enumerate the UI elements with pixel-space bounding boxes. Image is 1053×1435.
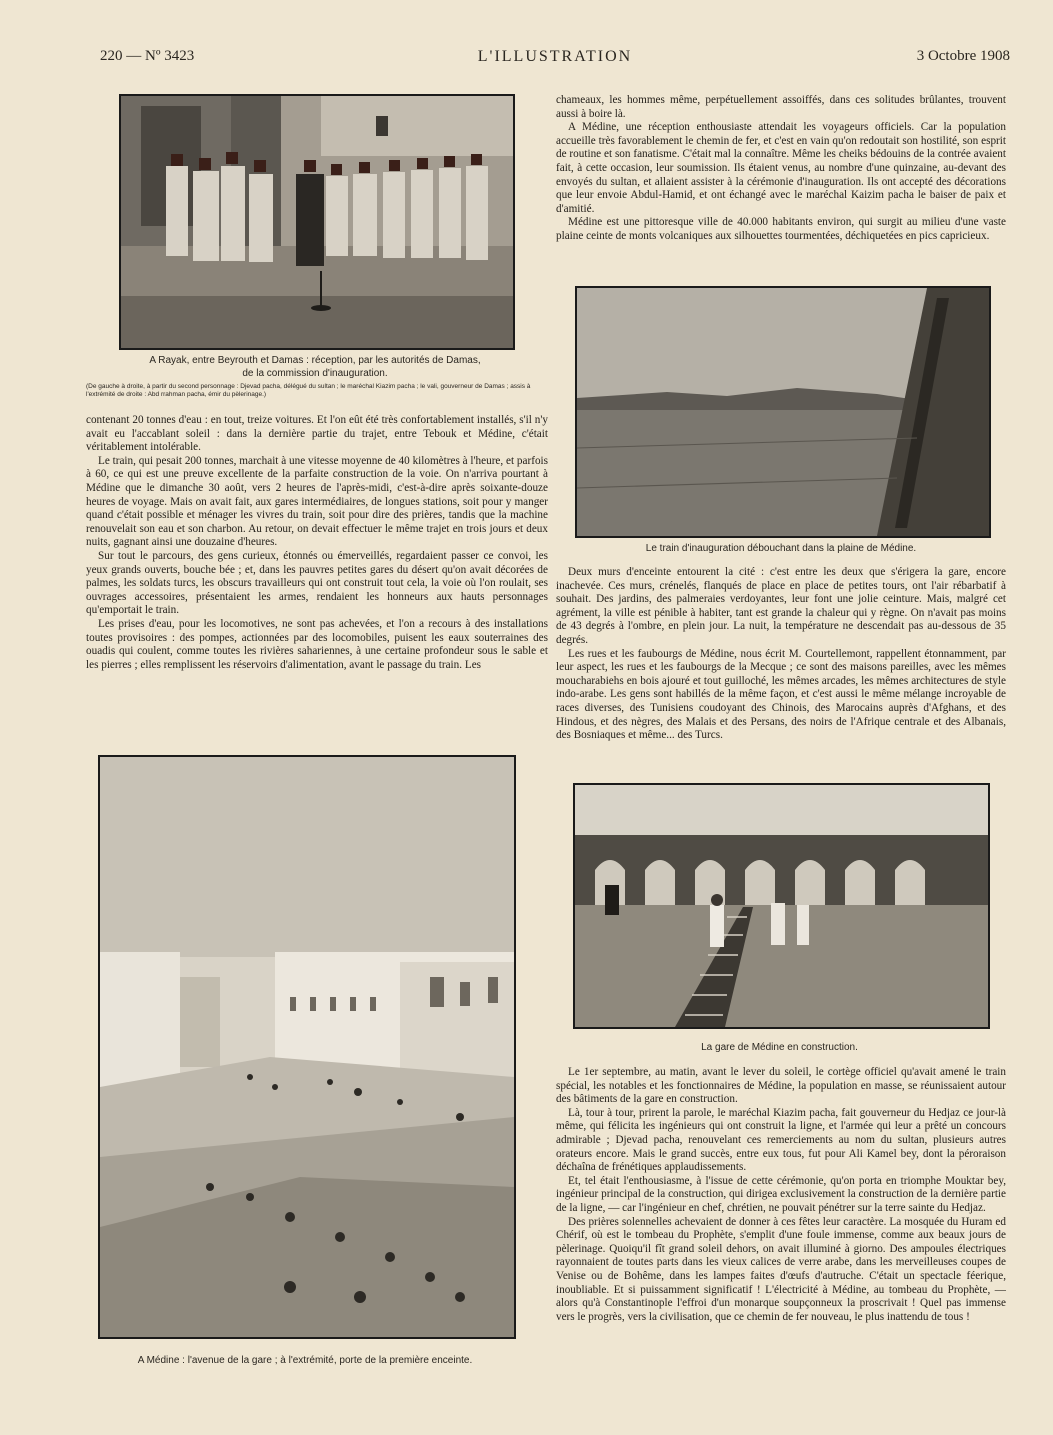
caption-gare: La gare de Médine en construction. — [701, 1042, 858, 1053]
paragraph: contenant 20 tonnes d'eau : en tout, treize voitures. Et l'on eût été très confortablement installés, s'il n'y avait eu l'accablant soleil : dans la dernière partie du trajet, entre Tebouk et Médine, c'était véritablement intolérable. — [86, 414, 548, 454]
photo-train-plaine — [575, 286, 991, 538]
publication-title: L'ILLUSTRATION — [477, 48, 633, 65]
photo-medine-avenue — [98, 755, 516, 1339]
paragraph: Des prières solennelles achevaient de donner à ces fêtes leur caractère. La mosquée du Huram ed Chérif, où est le tombeau du Prophète, s'emplit d'une foule immense, comme aux beaux jours de pèlerinage. Quoiqu'il fît grand soleil dehors, on avait illuminé à giorno. Des ampoules électriques rayonnaient de toutes parts dans les vieux calices de verre arabe, dans les merveilleuses coupes de Venise ou de Bohême, dans les lampes faites d'œufs d'autruche. C'était un spectacle féerique, inoubliable. Et si puissamment significatif ! L'électricité à Médine, au tombeau du Prophète, — alors qu'à Constantinople l'effroi d'un monarque soupçonneux la proscrivait ! Quel pas immense vers le progrès, vers la civilisation, que ce chemin de fer nouveau, le plus inattendu de tous ! — [556, 1215, 1006, 1323]
article-column-right-bottom — [556, 1066, 1006, 1324]
paragraph: A Médine, une réception enthousiaste attendait les voyageurs officiels. Car la population accueille très favorablement le chemin de fer, et c'est en vain qu'on redoutait son hostilité, son esprit de routine et son fanatisme. C'était mal la connaître. Même les cheiks bédouins de la contrée avaient fait, à cette occasion, leur soumission. Ils étaient venus, au nombre d'une quinzaine, au-devant des envoyés du sultan, et allaient assister à la cérémonie d'inauguration. Ils ont accepté des décorations que leur envoie Abdul-Hamid, et ont échangé avec le maréchal Kaizim pacha le baiser de paix et d'amitié. — [556, 121, 1006, 215]
caption-rayak: A Rayak, entre Beyrouth et Damas : réception, par les autorités de Damas, de la commission d'inauguration. — [149, 355, 481, 379]
caption-avenue: A Médine : l'avenue de la gare ; à l'extrémité, porte de la première enceinte. — [137, 1355, 473, 1366]
page-header — [100, 48, 1010, 70]
paragraph: Deux murs d'enceinte entourent la cité : c'est entre les deux que s'érigera la gare, encore inachevée. Ces murs, crénelés, flanqués de place en place de petites tours, ont l'air rébarbatif à souhait. Des jardins, des palmeraies verdoyantes, leur font une jolie ceinture. Mais, malgré cet agrément, la ville est pénible à habiter, tant est grande la chaleur qui y règne. On n'avait pas moins de 43 degrés à l'ombre, en plein jour. La nuit, la température ne descendait pas au-dessous de 35 degrés. — [556, 566, 1006, 646]
paragraph: Sur tout le parcours, des gens curieux, étonnés ou émerveillés, regardaient passer ce convoi, les yeux grands ouverts, bouche bée ; et, dans les pauvres petites gares du désert qu'on avait décorées de palmes, les soldats turcs, les obscurs travailleurs qui ont construit tout cela, la voie où l'on roulait, ses ouvrages accessoires, présentaient les armes, rendaient les honneurs aux hauts personnages qu'emportait le train. — [86, 549, 548, 617]
paragraph: Le train, qui pesait 200 tonnes, marchait à une vitesse moyenne de 40 kilomètres à l'heure, et parfois à 60, ce qui est une preuve excellente de la parfaite construction de la voie. On n'arriva pourtant à Médine que le dimanche 30 août, vers 2 heures de l'après-midi, c'est-à-dire après soixante-douze heures de voyage. Mais on avait fait, aux gares intermédiaires, de longues stations, soit pour y manger quand c'était possible et ménager les vivres du train, soit pour dire des prières, tandis que la machine renouvelait son eau et son charbon. Au retour, on devait effectuer le même trajet en trois jours et deux nuits, gagnant ainsi une douzaine d'heures. — [86, 454, 548, 549]
article-column-right-top — [556, 94, 1006, 244]
issue-date: 3 Octobre 1908 — [916, 48, 1010, 64]
article-column-right-mid — [556, 566, 1006, 743]
photo-gare-construction — [573, 783, 990, 1029]
paragraph: Les rues et les faubourgs de Médine, nous écrit M. Courtellemont, rappellent étonnamment, par leur aspect, les rues et les faubourgs de la Mecque ; ce sont des maisons pareilles, avec les mêmes moucharabiehs en bois ajouré et tout guilloché, les mêmes arcades, les mêmes architectures de style indo-arabe. Les gens sont habillés de la même façon, et c'est aussi le même mélange incroyable de races diverses, des Tunisiens coudoyant des Chinois, des Marocains auprès d'Afghans, et des Hindous, et des nègres, des Malais et des Persans, des noirs de l'Afrique centrale et des Albanais, des Bosniaques et même... des Turcs. — [556, 647, 1006, 742]
paragraph: Médine est une pittoresque ville de 40.000 habitants environ, qui surgit au milieu d'une vaste plaine ceinte de monts volcaniques aux silhouettes tourmentées, déchiquetées en pics capricieux. — [556, 216, 1006, 242]
paragraph: Là, tour à tour, prirent la parole, le maréchal Kiazim pacha, fait gouverneur du Hedjaz ce jour-là même, qui félicita les ingénieurs qui ont construit la ligne, et l'armée qui leur a prêté un concours admirable ; Djevad pacha, renouvelant ces remerciements au nom du sultan, plusieurs autres orateurs encore. Mais le grand succès, entre eux tous, fut pour Ali Kamel bey, dont la péroraison déchaîna de frénétiques applaudissements. — [556, 1106, 1006, 1174]
photo-rayak-reception — [119, 94, 515, 350]
caption-rayak-detail: (De gauche à droite, à partir du second personnage : Djevad pacha, délégué du sultan ; le maréchal Kiazim pacha ; le vali, gouverneur de Damas ; assis à l'extrémité de droite : Abd rrahman pacha, émir du pèlerinage.) — [86, 383, 531, 398]
article-column-left — [86, 414, 548, 672]
page-number: 220 — Nº 3423 — [100, 48, 195, 64]
paragraph: Et, tel était l'enthousiasme, à l'issue de cette cérémonie, qu'on porta en triomphe Mouktar bey, ingénieur principal de la construction, qui dirigea exclusivement la construction de la dernière partie de la ligne, — car l'ingénieur en chef, chrétien, ne pouvait pénétrer sur la terre sainte du Hedjaz. — [556, 1174, 1006, 1214]
caption-plaine: Le train d'inauguration débouchant dans la plaine de Médine. — [645, 543, 917, 554]
paragraph: Les prises d'eau, pour les locomotives, ne sont pas achevées, et l'on a recours à des installations toutes provisoires : des pompes, actionnées par des locomobiles, puisent les eaux souterraines des ouadis qui coulent, comme toutes les rivières sahariennes, à une certaine profondeur sous le sable et les pierres ; elles remplissent les réservoirs d'alimentation, avant le passage du train. Les — [86, 617, 548, 671]
paragraph: chameaux, les hommes même, perpétuellement assoiffés, dans ces solitudes brûlantes, trouvent aussi à boire là. — [556, 94, 1006, 120]
paragraph: Le 1er septembre, au matin, avant le lever du soleil, le cortège officiel qu'avait amené le train spécial, les notables et les fonctionnaires de Médine, la population en masse, se réunissaient autour des bâtiments de la gare en construction. — [556, 1066, 1006, 1106]
